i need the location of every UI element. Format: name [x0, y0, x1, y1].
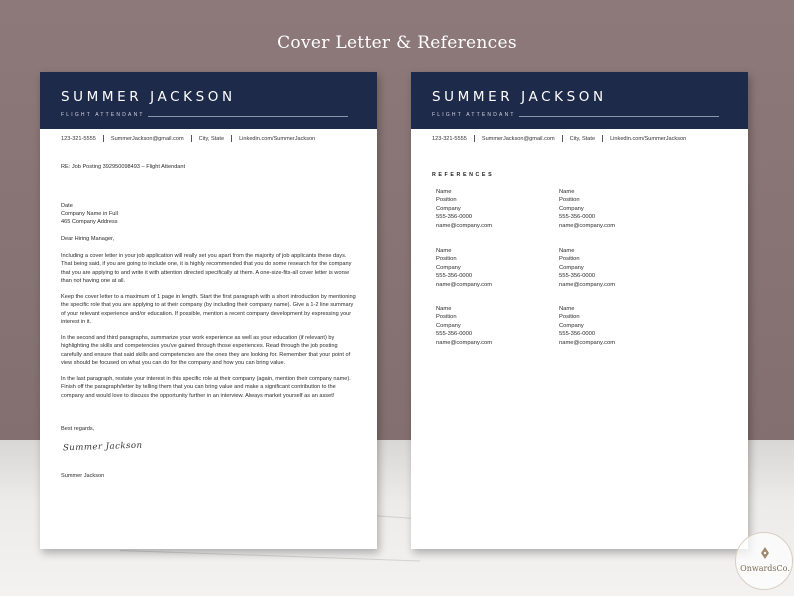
company-address: 465 Company Address — [61, 219, 118, 225]
reference-phone: 555-356-0000 — [436, 214, 473, 221]
contact-email: SummerJackson@gmail.com — [481, 135, 555, 142]
applicant-role: FLIGHT ATTENDANT — [61, 112, 145, 118]
reference-entry — [436, 305, 546, 347]
references-page — [411, 72, 748, 549]
reference-company: Company — [436, 264, 461, 271]
reference-name: Name — [436, 306, 452, 312]
contact-separator — [602, 135, 603, 142]
applicant-name: SUMMER JACKSON — [61, 89, 236, 105]
reference-email: name@company.com — [436, 339, 493, 346]
reference-company: Company — [436, 322, 461, 329]
paragraph-3: In the second and third paragraphs, summarize your work experience as well as your education (if relevant) by highlighting the skills and competencies you've gained through those experiences. Read through the job posting carefully and ensure that said skills and competencies are the ones they are looking for. Remember that your point of view should be focused on what you can do for the company and how you can bring value. — [61, 335, 351, 366]
reference-email: name@company.com — [436, 281, 493, 288]
references-title: REFERENCES — [432, 172, 495, 178]
reference-entry — [559, 305, 669, 347]
reference-position: Position — [559, 197, 580, 204]
contact-phone: 123-321-5555 — [61, 135, 96, 142]
contact-separator — [231, 135, 232, 142]
reference-company: Company — [559, 264, 584, 271]
reference-entry — [559, 188, 669, 230]
references-header — [411, 72, 748, 129]
reference-name: Name — [559, 248, 575, 254]
re-line: RE: Job Posting 392950098493 – Flight Attendant — [61, 164, 186, 170]
contact-linkedin: Linkedin.com/SummerJackson — [239, 135, 316, 142]
reference-phone: 555-356-0000 — [436, 273, 473, 280]
pen-nib-icon — [760, 547, 770, 559]
reference-company: Company — [559, 322, 584, 329]
header-divider — [519, 116, 719, 117]
reference-phone: 555-356-0000 — [559, 331, 596, 338]
reference-position: Position — [559, 314, 580, 321]
contact-linkedin: Linkedin.com/SummerJackson — [610, 135, 687, 142]
brand-badge-text: OnwardsCo. — [740, 564, 790, 573]
contact-line — [432, 135, 686, 142]
reference-name: Name — [436, 189, 452, 195]
contact-location: City, State — [198, 135, 225, 142]
reference-entry — [436, 188, 546, 230]
reference-phone: 555-356-0000 — [559, 273, 596, 280]
reference-email: name@company.com — [559, 339, 616, 346]
banner-title: Cover Letter & References — [277, 33, 517, 53]
contact-separator — [103, 135, 104, 142]
contact-separator — [562, 135, 563, 142]
cover-letter-page — [40, 72, 377, 549]
salutation: Dear Hiring Manager, — [61, 236, 115, 242]
reference-email: name@company.com — [559, 281, 616, 288]
reference-company: Company — [559, 205, 584, 212]
paragraph-1: Including a cover letter in your job application will really set you apart from the majority of job applicants these days. That being said, if you are going to include one, it is highly recommended that you do some research for the company that you are applying to and write it with attention directed specifically at them. A one-size-fits-all cover letter is worse than not having one at all. — [61, 253, 352, 284]
header-divider — [148, 116, 348, 117]
contact-phone: 123-321-5555 — [432, 135, 467, 142]
reference-company: Company — [436, 205, 461, 212]
applicant-name: SUMMER JACKSON — [432, 89, 607, 105]
reference-position: Position — [436, 197, 457, 204]
reference-position: Position — [436, 256, 457, 263]
company-name: Company Name in Full — [61, 211, 118, 217]
contact-separator — [191, 135, 192, 142]
paragraph-4: In the last paragraph, restate your interest in this specific role at their company (again, mention their company name). Finish off the paragraph/letter by telling them that you can bring value and make a significant contribution to the company and would love to discuss the opportunity further in an interview. Always market yourself as an asset! — [61, 376, 351, 399]
reference-phone: 555-356-0000 — [436, 331, 473, 338]
closing: Best regards, — [61, 426, 95, 432]
reference-phone: 555-356-0000 — [559, 214, 596, 221]
reference-email: name@company.com — [559, 222, 616, 229]
paragraph-2: Keep the cover letter to a maximum of 1 page in length. Start the first paragraph with a short introduction by mentioning the specific role that you are applying to at their company (by including their company name). Give a 1-2 line summary of your relevant experience and/or education. If possible, mention a recent company development by expressing your interest in it. — [61, 294, 356, 325]
contact-location: City, State — [569, 135, 596, 142]
cover-letter-header — [40, 72, 377, 129]
reference-name: Name — [559, 306, 575, 312]
signature: Summer Jackson — [62, 440, 143, 454]
contact-email: SummerJackson@gmail.com — [110, 135, 184, 142]
reference-email: name@company.com — [436, 222, 493, 229]
contact-separator — [474, 135, 475, 142]
brand-badge — [735, 532, 793, 590]
reference-position: Position — [559, 256, 580, 263]
applicant-role: FLIGHT ATTENDANT — [432, 112, 516, 118]
reference-name: Name — [559, 189, 575, 195]
contact-line — [61, 135, 315, 142]
signed-name: Summer Jackson — [61, 473, 105, 479]
reference-entry — [559, 247, 669, 289]
reference-entry — [436, 247, 546, 289]
date-line: Date — [61, 203, 73, 209]
reference-name: Name — [436, 248, 452, 254]
reference-position: Position — [436, 314, 457, 321]
